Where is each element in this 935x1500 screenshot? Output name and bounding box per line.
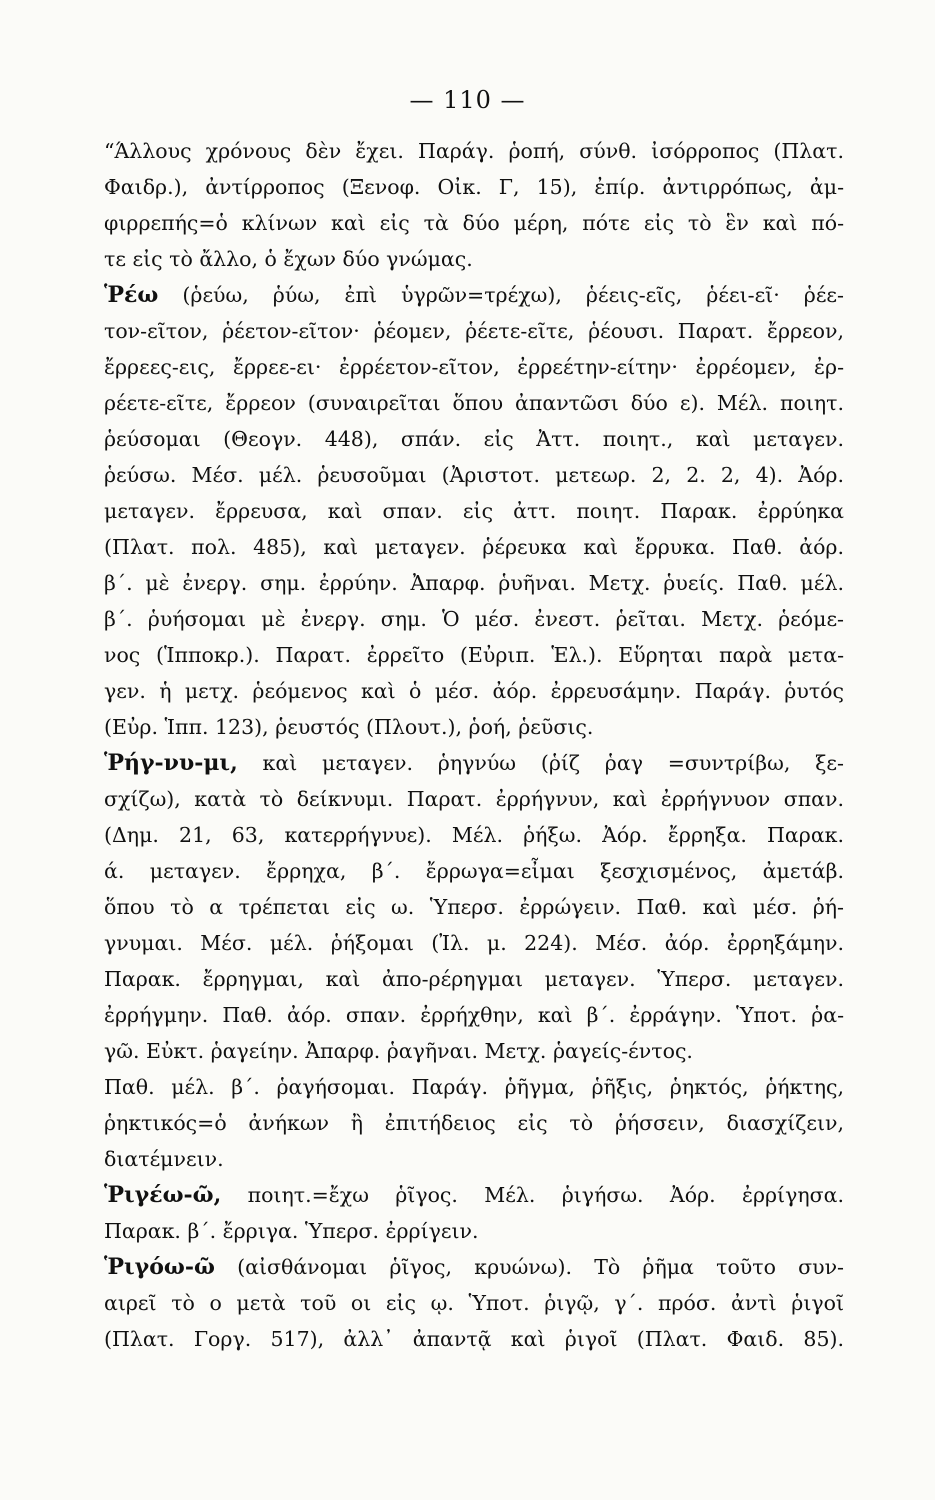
line-text: ῥεύσω. Μέσ. μέλ. ῥευσοῦμαι (Ἀριστοτ. μετεωρ. 2, 2. 2, 4). Ἀόρ. — [104, 463, 844, 487]
line-text: Παρακ. ἔρρηγμαι, καὶ ἀπο-ρέρηγμαι μεταγεν. Ὑπερσ. μεταγεν. — [104, 967, 844, 991]
text-line — [104, 997, 844, 1033]
text-line — [104, 817, 844, 853]
text-line — [104, 457, 844, 493]
text-line — [104, 169, 844, 205]
line-text: ποιητ.=ἔχω ῥῖγος. Μέλ. ῥιγήσω. Ἀόρ. ἐρρίγησα. — [247, 1183, 844, 1207]
line-text: φιρρεπής=ὁ κλίνων καὶ εἰς τὰ δύο μέρη, πότε εἰς τὸ ἓν καὶ πό- — [104, 211, 844, 235]
text-line — [104, 1321, 844, 1357]
entry-line — [104, 745, 844, 781]
line-text: τε εἰς τὸ ἄλλο, ὁ ἔχων δύο γνώμας. — [104, 247, 473, 271]
line-text: ἔρρεες-εις, ἔρρεε-ει· ἐρρέετον-εῖτον, ἐρρεέτην-είτην· ἐρρέομεν, ἐρ- — [104, 355, 844, 379]
text-line — [104, 421, 844, 457]
line-text: ὅπου τὸ α τρέπεται εἰς ω. Ὑπερσ. ἐρρώγειν. Παθ. καὶ μέσ. ῥή- — [104, 895, 844, 919]
line-text: (Πλατ. πολ. 485), καὶ μεταγεν. ῥέρευκα καὶ ἔρρυκα. Παθ. ἀόρ. — [104, 535, 844, 559]
text-line — [104, 781, 844, 817]
entry-line — [104, 277, 844, 313]
line-text: Φαιδρ.), ἀντίρροπος (Ξενοφ. Οἰκ. Γ, 15), ἐπίρ. ἀντιρρόπως, ἀμ- — [104, 175, 844, 199]
line-text: Παρακ. β΄. ἔρριγα. Ὑπερσ. ἐρρίγειν. — [104, 1219, 479, 1243]
line-text: νος (Ἱπποκρ.). Παρατ. ἐρρεῖτο (Εὐριπ. Ἑλ.). Εὕρηται παρὰ μετα- — [104, 643, 844, 667]
text-line — [104, 601, 844, 637]
text-line — [104, 349, 844, 385]
line-text: (αἰσθάνομαι ῥῖγος, κρυώνω). Τὸ ῥῆμα τοῦτο συν- — [237, 1255, 844, 1279]
text-line — [104, 565, 844, 601]
text-line — [104, 205, 844, 241]
line-text: μεταγεν. ἔρρευσα, καὶ σπαν. εἰς ἀττ. ποιητ. Παρακ. ἐρρύηκα — [104, 499, 844, 523]
line-text: ρέετε-εῖτε, ἔρρεον (συναιρεῖται ὅπου ἀπαντῶσι δύο ε). Μέλ. ποιητ. — [104, 391, 844, 415]
line-text: ά. μεταγεν. ἔρρηχα, β΄. ἔρρωγα=εἶμαι ξεσχισμένος, ἀμετάβ. — [104, 859, 844, 883]
line-text: ῥεύσομαι (Θεογν. 448), σπάν. εἰς Ἀττ. ποιητ., καὶ μεταγεν. — [104, 427, 844, 451]
line-text: β΄. μὲ ἐνεργ. σημ. ἐρρύην. Ἀπαρφ. ῥυῆναι. Μετχ. ῥυείς. Παθ. μέλ. — [104, 571, 844, 595]
text-line — [104, 1033, 844, 1069]
text-line — [104, 961, 844, 997]
text-line — [104, 1141, 844, 1177]
text-line — [104, 313, 844, 349]
entry-line — [104, 1177, 844, 1213]
text-line — [104, 493, 844, 529]
entry-line — [104, 1249, 844, 1285]
line-text: διατέμνειν. — [104, 1147, 224, 1171]
dictionary-text — [104, 133, 844, 1357]
text-line — [104, 241, 844, 277]
text-line — [104, 1285, 844, 1321]
line-text: “Άλλους χρόνους δὲν ἔχει. Παράγ. ῥοπή, σύνθ. ἰσόρροπος (Πλατ. — [104, 139, 844, 163]
text-line — [104, 529, 844, 565]
line-text: (Δημ. 21, 63, κατερρήγνυε). Μέλ. ῥήξω. Ἀόρ. ἔρρηξα. Παρακ. — [104, 823, 844, 847]
line-text: σχίζω), κατὰ τὸ δείκνυμι. Παρατ. ἐρρήγνυν, καὶ ἐρρήγνυον σπαν. — [104, 787, 844, 811]
line-text: (ῥεύω, ῥύω, ἐπὶ ὑγρῶν=τρέχω), ῥέεις-εῖς, ῥέει-εῖ· ῥέε- — [182, 283, 844, 307]
headword: Ῥέω — [104, 282, 159, 308]
text-line — [104, 1213, 844, 1249]
line-text: (Πλατ. Γοργ. 517), ἀλλ᾿ ἀπαντᾷ καὶ ῥιγοῖ (Πλατ. Φαιδ. 85). — [104, 1327, 844, 1351]
line-text: γνυμαι. Μέσ. μέλ. ῥήξομαι (Ἰλ. μ. 224). Μέσ. ἀόρ. ἐρρηξάμην. — [104, 931, 844, 955]
text-line — [104, 673, 844, 709]
text-line — [104, 637, 844, 673]
line-text: γῶ. Εὐκτ. ῥαγείην. Ἀπαρφ. ῥαγῆναι. Μετχ. ῥαγείς-έντος. — [104, 1039, 693, 1063]
headword: Ῥιγόω-ῶ — [104, 1254, 215, 1280]
line-text: β΄. ῥυήσομαι μὲ ἐνεργ. σημ. Ὁ μέσ. ἐνεστ. ῥεῖται. Μετχ. ῥεόμε- — [104, 607, 844, 631]
text-line — [104, 1069, 844, 1105]
line-text: ἐρρήγμην. Παθ. ἀόρ. σπαν. ἐρρήχθην, καὶ β΄. ἐρράγην. Ὑποτ. ῥα- — [104, 1003, 844, 1027]
headword: Ῥιγέω-ῶ, — [104, 1182, 222, 1208]
line-text: (Εὐρ. Ἱππ. 123), ῥευστός (Πλουτ.), ῥοή, ῥεῦσις. — [104, 715, 594, 739]
line-text: γεν. ἡ μετχ. ῥεόμενος καὶ ὁ μέσ. ἀόρ. ἐρρευσάμην. Παράγ. ῥυτός — [104, 679, 844, 703]
line-text: Παθ. μέλ. β΄. ῥαγήσομαι. Παράγ. ῥῆγμα, ῥῆξις, ῥηκτός, ῥήκτης, — [104, 1075, 844, 1099]
headword: Ῥήγ-νυ-μι, — [104, 750, 238, 776]
line-text: τον-εῖτον, ῥέετον-εῖτον· ῥέομεν, ῥέετε-εῖτε, ῥέουσι. Παρατ. ἔρρεον, — [104, 319, 844, 343]
text-line — [104, 925, 844, 961]
text-line — [104, 889, 844, 925]
line-text: αιρεῖ τὸ ο μετὰ τοῦ οι εἰς ῳ. Ὑποτ. ῥιγῷ, γ΄. πρόσ. ἀντὶ ῥιγοῖ — [104, 1291, 844, 1315]
text-line — [104, 133, 844, 169]
text-line — [104, 385, 844, 421]
line-text: ῥηκτικός=ὁ ἀνήκων ἢ ἐπιτήδειος εἰς τὸ ῥήσσειν, διασχίζειν, — [104, 1111, 844, 1135]
text-line — [104, 709, 844, 745]
text-line — [104, 1105, 844, 1141]
line-text: καὶ μεταγεν. ῥηγνύω (ῥίζ ῥαγ =συντρίβω, ξε- — [262, 751, 844, 775]
page-number: — 110 — — [409, 86, 526, 114]
text-line — [104, 853, 844, 889]
